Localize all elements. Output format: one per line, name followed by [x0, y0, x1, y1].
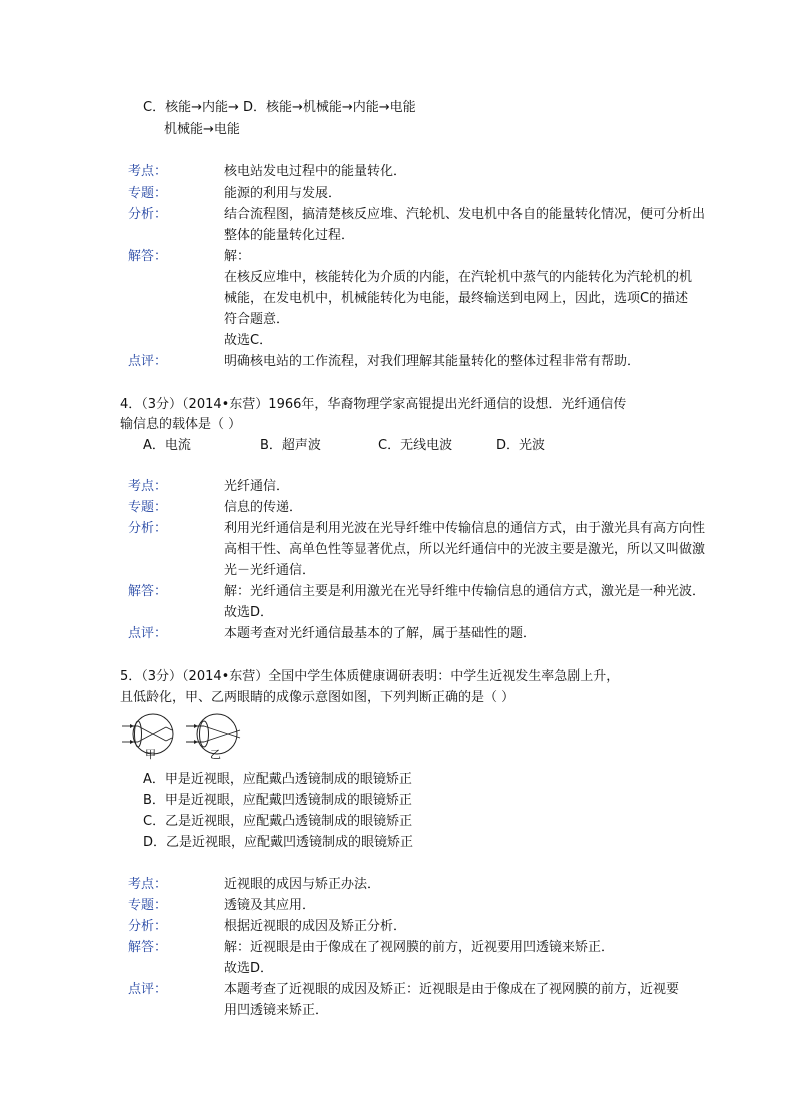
q3-jieda-line: 械能，在发电机中，机械能转化为电能，最终输送到电网上，因此，选项C的描述	[224, 291, 689, 306]
eye-diagram-yi-label: 乙	[210, 748, 221, 761]
q3-zhuanti-label: 专题：	[128, 186, 168, 201]
q5-dianping-label: 点评：	[128, 982, 168, 997]
q4-fenxi-line: 高相干性、高单色性等显著优点，所以光纤通信中的光波主要是激光，所以又叫做激	[224, 542, 706, 557]
q5-kaodian-text: 近视眼的成因与矫正办法．	[224, 877, 381, 892]
q3-kaodian-text: 核电站发电过程中的能量转化．	[224, 164, 407, 179]
q3-fenxi-line: 结合流程图，搞清楚核反应堆、汽轮机、发电机中各自的能量转化情况，便可分析出	[224, 207, 706, 222]
q4-fenxi-line: 光－光纤通信．	[224, 563, 316, 578]
q5-jieda-label: 解答：	[128, 940, 168, 955]
q3-dianping-label: 点评：	[128, 354, 168, 369]
q5-dianping-line: 本题考查了近视眼的成因及矫正：近视眼是由于像成在了视网膜的前方，近视要	[224, 982, 680, 997]
q4-option-b: B．超声波	[260, 438, 321, 453]
eye-diagram-jia-label: 甲	[145, 748, 156, 761]
q5-jieda-line: 故选D．	[224, 961, 274, 976]
q4-option-a: A．电流	[143, 438, 191, 453]
q5-zhuanti-label: 专题：	[128, 898, 168, 913]
q5-option-b: B．甲是近视眼，应配戴凹透镜制成的眼镜矫正	[143, 793, 412, 808]
q4-fenxi-line: 利用光纤通信是利用光波在光导纤维中传输信息的通信方式，由于激光具有高方向性	[224, 521, 706, 536]
q3-jieda-label: 解答：	[128, 249, 168, 264]
q5-zhuanti-text: 透镜及其应用．	[224, 898, 316, 913]
q5-stem-line: 且低龄化，甲、乙两眼睛的成像示意图如图，下列判断正确的是（ ）	[120, 690, 515, 705]
q4-kaodian-label: 考点：	[128, 479, 168, 494]
q5-jieda-line: 解：近视眼是由于像成在了视网膜的前方，近视要用凹透镜来矫正．	[224, 940, 615, 955]
q4-fenxi-label: 分析：	[128, 521, 168, 536]
q5-option-d: D．乙是近视眼，应配戴凹透镜制成的眼镜矫正	[143, 835, 414, 850]
q4-option-d: D．光波	[496, 438, 546, 453]
q5-fenxi-label: 分析：	[128, 919, 168, 934]
q3-jieda-line: 解：	[224, 249, 251, 264]
q4-zhuanti-text: 信息的传递．	[224, 500, 303, 515]
q4-option-c: C．无线电波	[378, 438, 453, 453]
q3-dianping-text: 明确核电站的工作流程，对我们理解其能量转化的整体过程非常有帮助．	[224, 354, 641, 369]
q4-dianping-label: 点评：	[128, 626, 168, 641]
q5-option-a: A．甲是近视眼，应配戴凸透镜制成的眼镜矫正	[143, 772, 412, 787]
q4-jieda-label: 解答：	[128, 584, 168, 599]
q4-stem-line: 4．（3分）（2014•东营）1966年，华裔物理学家高锟提出光纤通信的设想．光纤通信传	[120, 397, 627, 412]
q3-kaodian-label: 考点：	[128, 164, 168, 179]
q3-zhuanti-text: 能源的利用与发展．	[224, 186, 342, 201]
q4-stem-line: 输信息的载体是（ ）	[120, 417, 242, 432]
q3-fenxi-label: 分析：	[128, 207, 168, 222]
q4-jieda-line: 故选D．	[224, 605, 274, 620]
q5-stem-line: 5．（3分）（2014•东营）全国中学生体质健康调研表明：中学生近视发生率急剧上升，	[120, 669, 620, 684]
q4-jieda-line: 解：光纤通信主要是利用激光在光导纤维中传输信息的通信方式，激光是一种光波．	[224, 584, 706, 599]
q3-fenxi-line: 整体的能量转化过程．	[224, 228, 355, 243]
q4-zhuanti-label: 专题：	[128, 500, 168, 515]
q3-jieda-line: 故选C．	[224, 333, 273, 348]
q5-fenxi-text: 根据近视眼的成因及矫正分析．	[224, 919, 407, 934]
q5-dianping-line: 用凹透镜来矫正．	[224, 1003, 329, 1018]
q3-options-line2: 机械能→电能	[164, 122, 240, 137]
q5-kaodian-label: 考点：	[128, 877, 168, 892]
q3-jieda-line: 在核反应堆中，核能转化为介质的内能，在汽轮机中蒸气的内能转化为汽轮机的机	[224, 270, 693, 285]
q3-jieda-line: 符合题意．	[224, 312, 290, 327]
q4-dianping-text: 本题考查对光纤通信最基本的了解，属于基础性的题．	[224, 626, 537, 641]
q3-options-line1: C．核能→内能→ D．核能→机械能→内能→电能	[143, 100, 416, 115]
q5-option-c: C．乙是近视眼，应配戴凸透镜制成的眼镜矫正	[143, 814, 413, 829]
q4-kaodian-text: 光纤通信．	[224, 479, 290, 494]
